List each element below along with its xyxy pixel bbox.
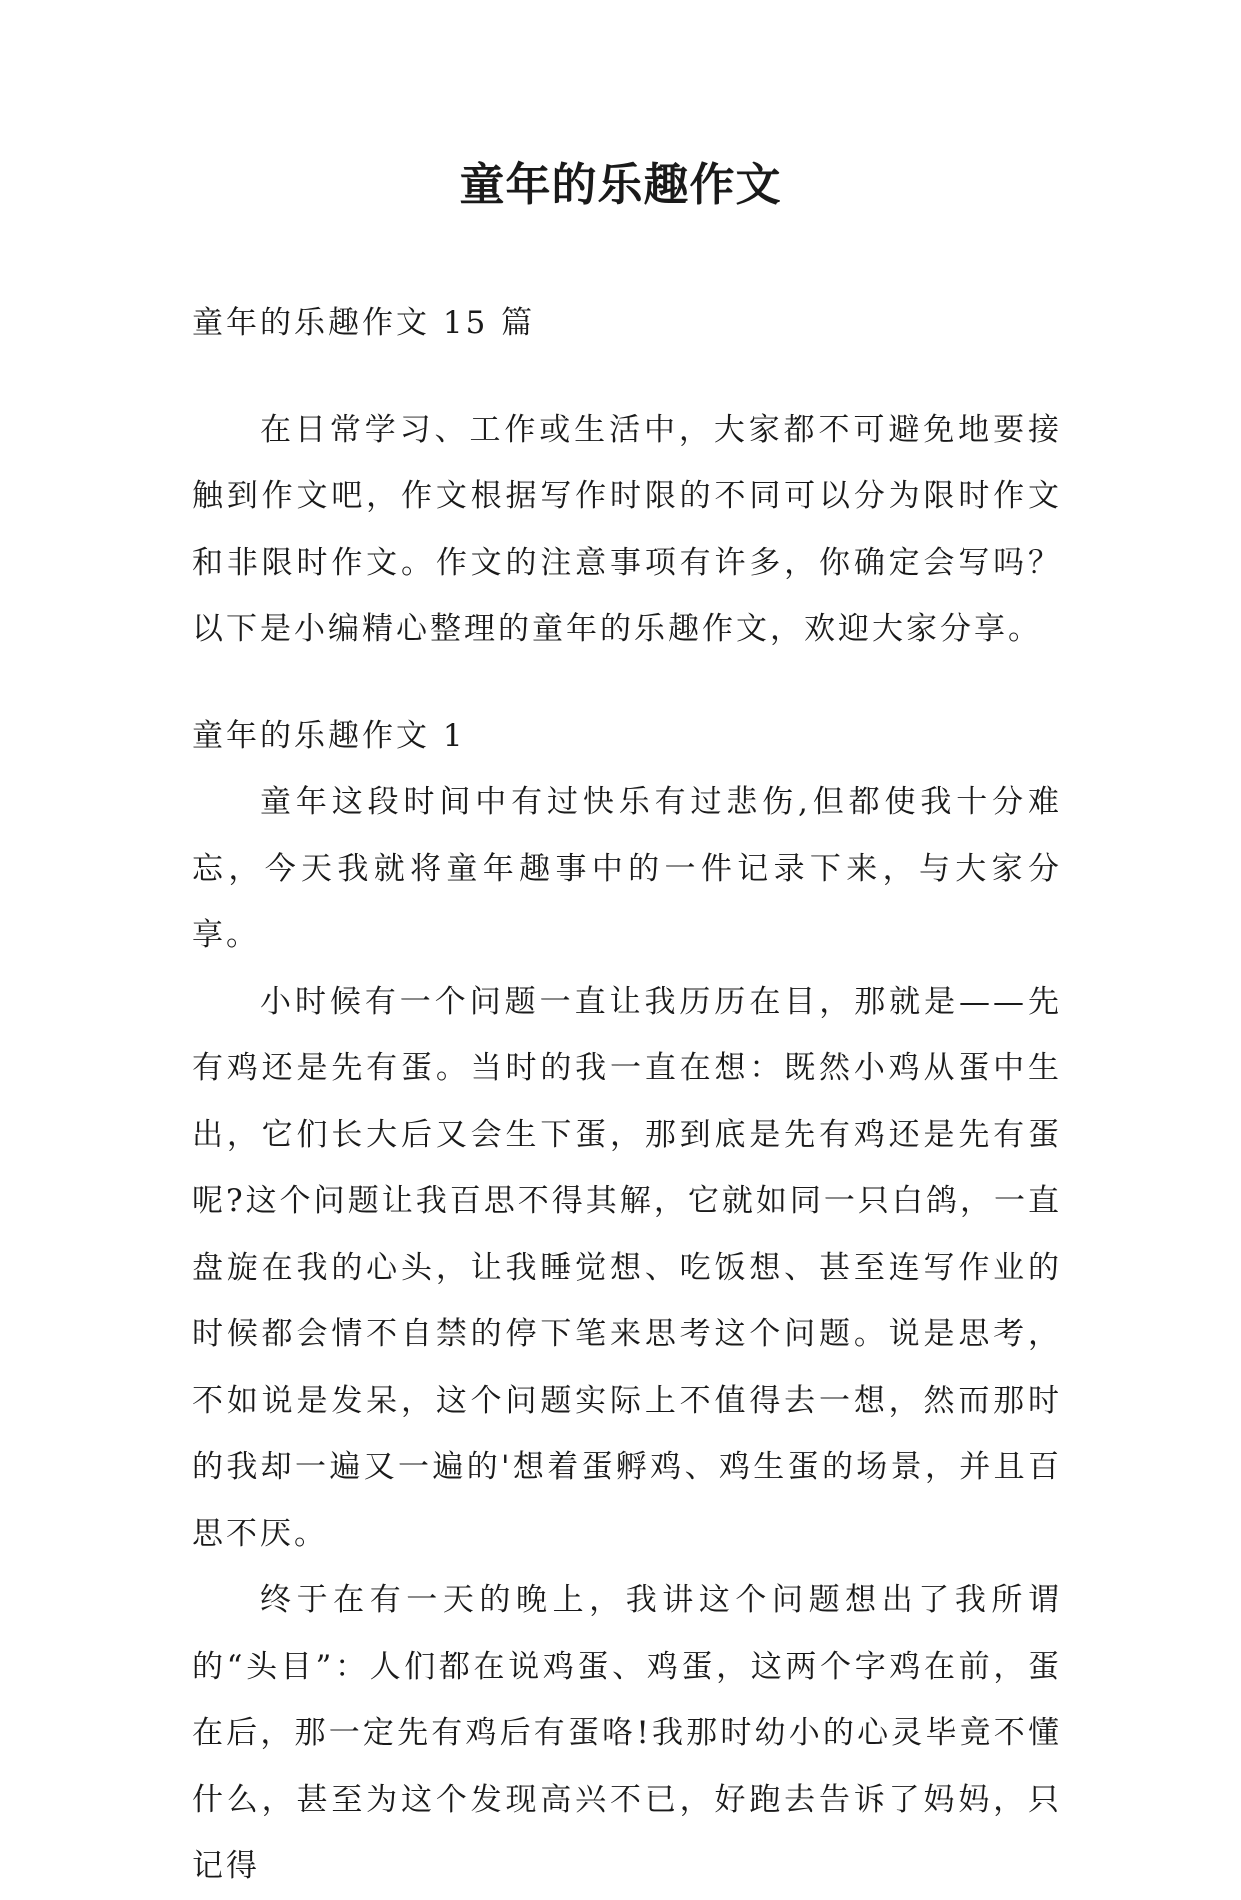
section-heading: 童年的乐趣作文 1 [192, 717, 466, 754]
body-paragraph: 终于在有一天的晚上，我讲这个问题想出了我所谓的“头目”：人们都在说鸡蛋、鸡蛋，这两个字鸡在前，蛋在后，那一定先有鸡后有蛋咯!我那时幼小的心灵毕竟不懂什么，甚至为这个发现高兴不已，好跑去告诉了妈妈，只记得 [192, 1582, 1062, 1884]
document-body [192, 290, 1062, 1900]
document-subtitle: 童年的乐趣作文 15 篇 [192, 305, 536, 341]
intro-paragraph: 在日常学习、工作或生活中，大家都不可避免地要接触到作文吧，作文根据写作时限的不同可以分为限时作文和非限时作文。作文的注意事项有许多，你确定会写吗？以下是小编精心整理的童年的乐趣作文，欢迎大家分享。 [192, 411, 1062, 647]
document-title: 童年的乐趣作文 [459, 158, 782, 211]
body-paragraph: 小时候有一个问题一直让我历历在目，那就是——先有鸡还是先有蛋。当时的我一直在想：既然小鸡从蛋中生出，它们长大后又会生下蛋，那到底是先有鸡还是先有蛋呢?这个问题让我百思不得其解，它就如同一只白鸽，一直盘旋在我的心头，让我睡觉想、吃饭想、甚至连写作业的时候都会情不自禁的停下笔来思考这个问题。说是思考，不如说是发呆，这个问题实际上不值得去一想，然而那时的我却一遍又一遍的'想着蛋孵鸡、鸡生蛋的场景，并且百思不厌。 [192, 983, 1062, 1552]
body-paragraph: 童年这段时间中有过快乐有过悲伤,但都使我十分难忘，今天我就将童年趣事中的一件记录下来，与大家分享。 [192, 784, 1062, 953]
